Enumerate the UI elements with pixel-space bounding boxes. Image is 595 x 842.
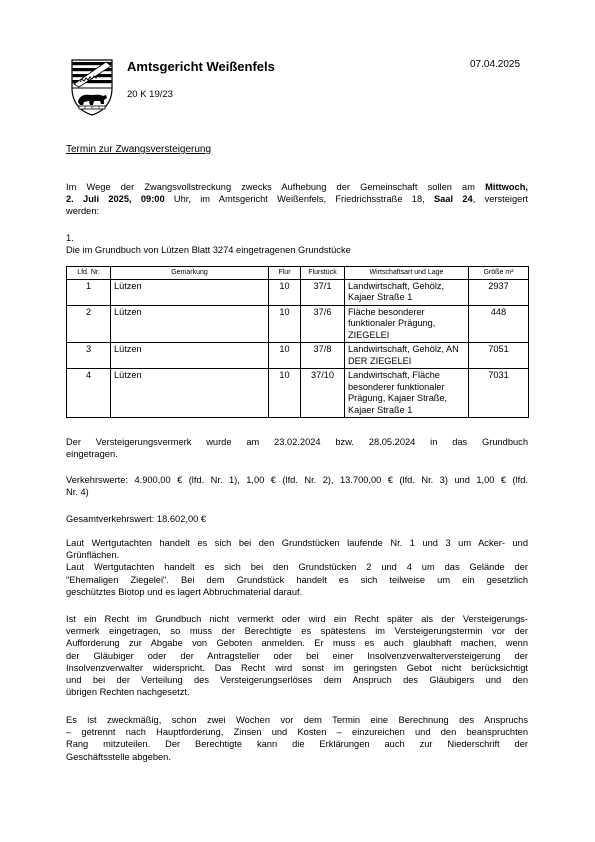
cell-flur: 10 xyxy=(269,305,301,343)
intro-paragraph xyxy=(66,181,528,218)
document-date: 07.04.2025 xyxy=(470,59,521,70)
recht-paragraph: Ist ein Recht im Grundbuch nicht vermerkt oder wird ein Recht später als der Versteigerungs- vermerk eingetragen, so muss der Berechtigte es spätestens im Versteigerungstermin vor der Aufforderung zur Abgabe von Geboten anmelden. Er muss es auch glaubhaft machen, wenn der Gläubiger oder der Antragsteller oder bei einer Insolvenzverwalterversteigerung der Insolvenzverwalter widerspricht. Das Recht wird sonst im geringsten Gebot nicht berücksichtigt und bei der Verteilung des Versteigerungserlöses dem Anspruch des Gläubigers und den übrigen Rechten nachgesetzt. xyxy=(66,614,528,698)
intro-line-3: werden: xyxy=(66,206,100,217)
cell-groesse: 2937 xyxy=(469,279,529,305)
cell-nr: 2 xyxy=(67,305,111,343)
table-row xyxy=(67,305,529,343)
table-row xyxy=(67,369,529,418)
document-heading: Termin zur Zwangsversteigerung xyxy=(66,144,212,155)
cell-nr: 1 xyxy=(67,279,111,305)
gutachten-paragraph: Laut Wertgutachten handelt es sich bei den Grundstücken laufende Nr. 1 und 3 um Acker- und Grünflächen. Laut Wertgutachten handelt es sich bei den Grundstücken 2 und 4 um das Gelände der "Ehemaligen Ziegelei". Bei dem Grundstück handelt es sich teilweise um ein gesetzlich geschütztes Biotop und es lagert Abbruchmaterial darauf. xyxy=(66,538,528,597)
col-header-wirtschaftsart: Wirtschaftsart und Lage xyxy=(345,267,469,280)
table-header-row xyxy=(67,267,529,280)
cell-flurstueck: 37/6 xyxy=(301,305,345,343)
section-block xyxy=(66,232,528,256)
cell-flurstueck: 37/8 xyxy=(301,343,345,369)
case-number: 20 K 19/23 xyxy=(127,89,173,100)
col-header-flurstueck: Flurstück xyxy=(301,267,345,280)
table-row xyxy=(67,343,529,369)
col-header-flur: Flur xyxy=(269,267,301,280)
cell-gemarkung: Lützen xyxy=(111,305,269,343)
table-row xyxy=(67,279,529,305)
cell-flur: 10 xyxy=(269,343,301,369)
cell-groesse: 7031 xyxy=(469,369,529,418)
intro-line-1: Im Wege der Zwangsvollstreckung zwecks Aufhebung der Gemeinschaft sollen am Mittwoch, xyxy=(66,182,528,192)
cell-nr: 4 xyxy=(67,369,111,418)
cell-groesse: 7051 xyxy=(469,343,529,369)
cell-lage: Landwirtschaft, Gehölz, Kajaer Straße 1 xyxy=(345,279,469,305)
cell-lage: Landwirtschaft, Gehölz, AN DER ZIEGELEI xyxy=(345,343,469,369)
vermerk-paragraph: Der Versteigerungsvermerk wurde am 23.02.2024 bzw. 28.05.2024 in das Grundbuch eingetragen. xyxy=(66,437,528,460)
col-header-lfd-nr: Lfd. Nr. xyxy=(67,267,111,280)
cell-flurstueck: 37/1 xyxy=(301,279,345,305)
cell-flurstueck: 37/10 xyxy=(301,369,345,418)
cell-lage: Landwirtschaft, Fläche besonderer funktionaler Prägung, Kajaer Straße, Kajaer Straße 1 xyxy=(345,369,469,418)
col-header-groesse: Größe m² xyxy=(469,267,529,280)
cell-lage: Fläche besonderer funktionaler Prägung, ZIEGELEI xyxy=(345,305,469,343)
zweckmaessig-paragraph: Es ist zweckmäßig, schon zwei Wochen vor dem Termin eine Berechnung des Anspruchs – getrennt nach Hauptforderung, Zinsen und Kosten – einzureichen und den beanspruchten Rang mitzuteilen. Der Berechtigte kann die Erklärungen auch zur Niederschrift der Geschäftsstelle abgeben. xyxy=(66,715,528,762)
cell-groesse: 448 xyxy=(469,305,529,343)
section-title: Die im Grundbuch von Lützen Blatt 3274 eingetragenen Grundstücke xyxy=(66,245,351,256)
coat-of-arms-icon xyxy=(70,58,114,116)
cell-gemarkung: Lützen xyxy=(111,279,269,305)
court-name: Amtsgericht Weißenfels xyxy=(127,59,275,74)
gesamtverkehrswert-paragraph: Gesamtverkehrswert: 18.602,00 € xyxy=(66,514,207,524)
cell-flur: 10 xyxy=(269,279,301,305)
verkehrswerte-paragraph: Verkehrswerte: 4.900,00 € (lfd. Nr. 1), 1,00 € (lfd. Nr. 2), 13.700,00 € (lfd. Nr. 3) und 1,00 € (lfd. Nr. 4) xyxy=(66,475,528,498)
cell-nr: 3 xyxy=(67,343,111,369)
section-number: 1. xyxy=(66,233,74,243)
cell-gemarkung: Lützen xyxy=(111,343,269,369)
cell-flur: 10 xyxy=(269,369,301,418)
plots-table xyxy=(66,266,529,418)
intro-line-2: 2. Juli 2025, 09:00 Uhr, im Amtsgericht Weißenfels, Friedrichsstraße 18, Saal 24, versteigert xyxy=(66,194,528,205)
col-header-gemarkung: Gemarkung xyxy=(111,267,269,280)
cell-gemarkung: Lützen xyxy=(111,369,269,418)
